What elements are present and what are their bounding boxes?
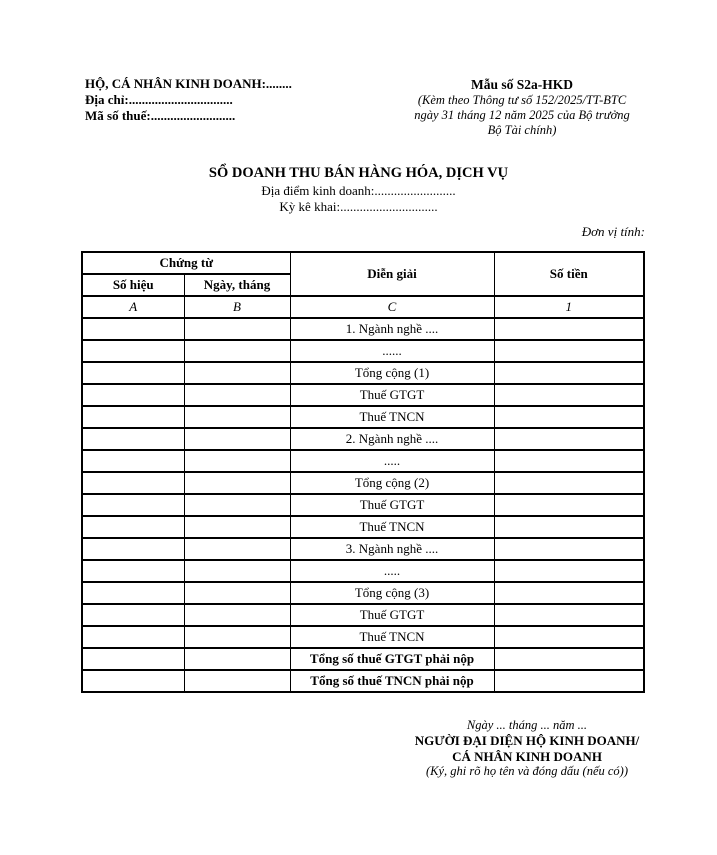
cell-description: Thuế GTGT [290,604,494,626]
signature-block [389,718,665,779]
signature-role-line-2: CÁ NHÂN KINH DOANH [452,748,602,764]
cell-amount [494,516,644,538]
business-owner-line: HỘ, CÁ NHÂN KINH DOANH:........ [85,76,292,91]
business-info-block [85,76,292,124]
cell-amount [494,670,644,692]
cell-amount [494,604,644,626]
cell-description: ...... [290,340,494,362]
header-row-group [82,252,644,274]
cell-doc-number [82,626,184,648]
column-code-b: B [184,296,290,318]
cell-doc-number [82,406,184,428]
unit-of-measure-label: Đơn vị tính: [581,224,645,239]
table-row [82,626,644,648]
table-row [82,340,644,362]
signature-role-line-1: NGƯỜI ĐẠI DIỆN HỘ KINH DOANH/ [414,733,640,748]
revenue-table-header [82,252,644,318]
cell-doc-date [184,560,290,582]
column-code-1: 1 [494,296,644,318]
column-code-row [82,296,644,318]
table-row [82,516,644,538]
cell-doc-date [184,406,290,428]
declaration-period-line: Kỳ kê khai:.............................. [279,198,438,214]
table-row [82,318,644,340]
cell-description: 3. Ngành nghề .... [290,538,494,560]
table-row [82,450,644,472]
cell-doc-date [184,428,290,450]
table-row [82,472,644,494]
title-block [0,164,717,214]
issued-note-line: (Kèm theo Thông tư số 152/2025/TT-BTC [417,93,627,107]
cell-amount [494,318,644,340]
cell-description: Tổng số thuế GTGT phải nộp [290,648,494,670]
cell-doc-number [82,560,184,582]
header-doc-number: Số hiệu [82,274,184,296]
cell-doc-number [82,318,184,340]
cell-amount [494,626,644,648]
signature-date-line: Ngày ... tháng ... năm ... [466,718,588,732]
cell-description: Thuế GTGT [290,384,494,406]
business-tax-code-line: Mã số thuế:.......................... [85,108,236,123]
cell-doc-number [82,582,184,604]
signature-instruction: (Ký, ghi rõ họ tên và đóng dấu (nếu có)) [425,764,629,778]
cell-description: 1. Ngành nghề .... [290,318,494,340]
cell-doc-date [184,340,290,362]
cell-doc-date [184,516,290,538]
cell-description: 2. Ngành nghề .... [290,428,494,450]
cell-description: ..... [290,560,494,582]
issued-note-line: ngày 31 tháng 12 năm 2025 của Bộ trưởng [414,108,630,122]
header-amount: Số tiền [494,252,644,296]
header-description: Diễn giải [290,252,494,296]
cell-description: Tổng cộng (2) [290,472,494,494]
table-row [82,428,644,450]
business-location-line: Địa điểm kinh doanh:......................... [261,183,456,198]
table-row [82,604,644,626]
cell-doc-number [82,450,184,472]
cell-doc-number [82,538,184,560]
form-number: Mẫu số S2a-HKD [470,77,573,92]
table-row [82,384,644,406]
table-row [82,538,644,560]
cell-doc-number [82,362,184,384]
cell-description: Thuế TNCN [290,516,494,538]
cell-doc-date [184,318,290,340]
cell-amount [494,494,644,516]
cell-amount [494,340,644,362]
page-title: SỔ DOANH THU BÁN HÀNG HÓA, DỊCH VỤ [208,165,509,181]
cell-doc-number [82,648,184,670]
cell-description: Thuế GTGT [290,494,494,516]
cell-doc-date [184,472,290,494]
cell-doc-number [82,494,184,516]
cell-doc-number [82,428,184,450]
cell-doc-number [82,604,184,626]
issued-note [383,93,661,138]
cell-doc-date [184,362,290,384]
cell-doc-number [82,670,184,692]
issued-note-line: Bộ Tài chính) [487,123,557,137]
cell-description: ..... [290,450,494,472]
revenue-table-body [82,318,644,692]
table-row [82,670,644,692]
cell-doc-date [184,604,290,626]
cell-amount [494,582,644,604]
cell-description: Thuế TNCN [290,626,494,648]
header-document-group: Chứng từ [82,252,290,274]
table-row [82,582,644,604]
cell-doc-number [82,384,184,406]
table-row [82,406,644,428]
cell-doc-date [184,582,290,604]
cell-description: Thuế TNCN [290,406,494,428]
cell-amount [494,362,644,384]
cell-amount [494,538,644,560]
cell-doc-date [184,538,290,560]
table-row [82,362,644,384]
business-address-line: Địa chỉ:................................ [85,92,233,107]
cell-amount [494,428,644,450]
header-doc-date: Ngày, tháng [184,274,290,296]
cell-doc-number [82,472,184,494]
cell-doc-date [184,626,290,648]
cell-doc-date [184,384,290,406]
cell-description: Tổng cộng (3) [290,582,494,604]
cell-doc-date [184,450,290,472]
cell-description: Tổng cộng (1) [290,362,494,384]
column-code-a: A [82,296,184,318]
table-row [82,648,644,670]
cell-amount [494,406,644,428]
form-meta-block [383,76,661,138]
cell-doc-date [184,648,290,670]
cell-doc-number [82,516,184,538]
cell-doc-date [184,670,290,692]
revenue-table [81,251,645,693]
cell-amount [494,384,644,406]
table-row [82,560,644,582]
cell-amount [494,450,644,472]
cell-amount [494,472,644,494]
column-code-c: C [290,296,494,318]
cell-doc-number [82,340,184,362]
cell-description: Tổng số thuế TNCN phải nộp [290,670,494,692]
cell-amount [494,560,644,582]
table-row [82,494,644,516]
cell-amount [494,648,644,670]
cell-doc-date [184,494,290,516]
